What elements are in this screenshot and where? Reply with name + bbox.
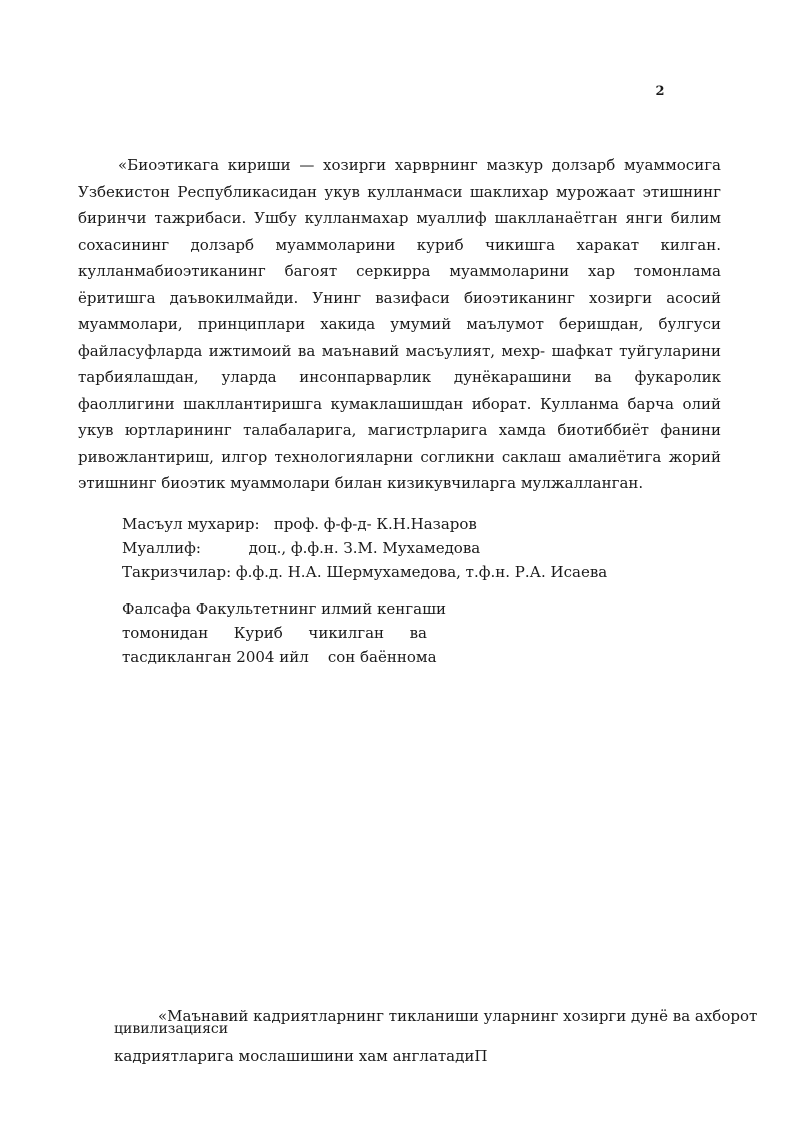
council-line-justified (122, 621, 427, 645)
author-line: Муаллиф: доц., ф.ф.н. З.М. Мухамедова (122, 539, 481, 557)
council-line: Фалсафа Факультетнинг илмий кенгаши (122, 600, 447, 618)
epigraph-quote (114, 1007, 758, 1065)
council-line: тасдикланган 2004 ийл сон баённома (122, 648, 437, 666)
council-word: томонидан (122, 624, 209, 642)
page-number: 2 (655, 84, 665, 99)
abstract-paragraph: «Биоэтикага кириши — хозирги харврнинг мазкур долзарб муаммосига Узбекистон Республикасидан укув кулланмаси шаклихар мурожаат этишнинг биринчи тажрибаси. Ушбу кулланмахар муаллиф шаклланаётган янги билим сохасининг долзарб муаммоларини куриб чикишга харакат килган. кулланмабиоэтиканинг багоят серкирра муаммоларини хар томонлама ёритишга даъвокилмайди. Унинг вазифаси биоэтиканинг хозирги асосий муаммолари, принциплари хакида умумий маълумот беришдан, булгуси файласуфларда ижтимоий ва маънавий масъулият, мехр- шафкат туйгуларини тарбиялашдан, уларда инсонпарварлик дунёкарашини ва фукаролик фаоллигини шакллантиришга кумаклашишдан иборат. Кулланма барча олий укув юртларининг талабаларига, магистрларига хамда биотиббиёт фанини ривожлантириш, илгор технологияларни согликни саклаш амалиётига жорий этишнинг биоэтик муаммолари билан кизикувчиларга мулжалланган. (78, 156, 721, 492)
quote-line: кадриятларига мослашишини хам англатадиП (114, 1047, 488, 1065)
quote-line: цивилизацияси (114, 1021, 229, 1037)
council-word: Куриб (233, 624, 283, 642)
council-approval-block (122, 597, 447, 669)
reviewers-line: Такризчилар: ф.ф.д. Н.А. Шермухамедова, т.ф.н. Р.А. Исаева (122, 563, 608, 581)
credits-block (122, 512, 622, 584)
editor-line: Масъул мухарир: проф. ф-ф-д- К.Н.Назаров (122, 515, 477, 533)
council-word: ва (409, 624, 427, 642)
quote-line: «Маънавий кадриятларнинг тикланиши уларнинг хозирги дунё ва ахборот (158, 1007, 758, 1025)
council-word: чикилган (308, 624, 385, 642)
